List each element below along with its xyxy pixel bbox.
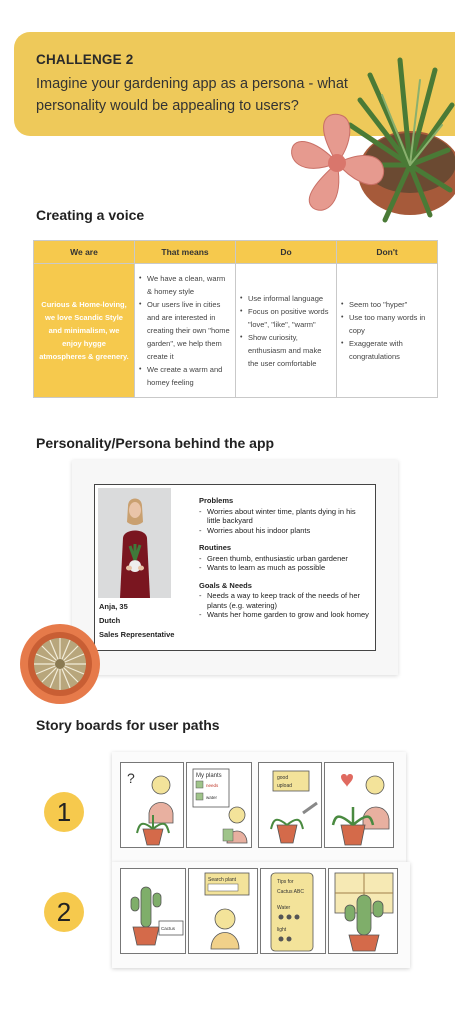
goals-group [199, 581, 371, 620]
challenge-text: Imagine your gardening app as a persona - what personality would be appealing to users? [36, 76, 348, 114]
persona-meta [99, 600, 174, 642]
path-2-number: 2 [44, 892, 84, 932]
sketch-needs: needs [206, 783, 219, 788]
voice-section-title: Creating a voice [36, 207, 145, 223]
list-item: • We create a warm and homey feeling [139, 363, 231, 389]
list-item: - Needs a way to keep track of the needs of her plants (e.g. watering) [199, 591, 371, 610]
storyboard-frame [120, 868, 186, 954]
storyboard-frame [120, 762, 184, 848]
header-do: Do [236, 241, 337, 264]
sketch-cactus: Cactus [161, 926, 176, 931]
list-item: • Focus on positive words "love", "like", "warm" [240, 305, 332, 331]
sketch-water-label: Water [277, 905, 291, 911]
storyboard-1 [112, 752, 406, 862]
sketch-water: water [206, 795, 218, 800]
list-item: - Wants to learn as much as possible [199, 563, 371, 573]
problems-group [199, 496, 371, 535]
header-dont: Don't [337, 241, 438, 264]
persona-photo [98, 488, 171, 598]
persona-job: Sales Representative [99, 630, 175, 639]
storyboard-frame [260, 868, 326, 954]
voice-table [33, 240, 438, 398]
routines-group [199, 543, 371, 573]
routines-title: Routines [199, 543, 232, 552]
storyboard-frame [186, 762, 252, 848]
list-item: - Worries about his indoor plants [199, 526, 371, 536]
list-item: • Use too many words in copy [341, 311, 433, 337]
sketch-tips-for: Tips for [277, 879, 294, 885]
we-are-cell: Curious & Home-loving, we love Scandic Style and minimalism, we enjoy hygge atmospheres & greenery. [34, 264, 135, 398]
storyboard-2 [112, 862, 410, 968]
sketch-my-plants: My plants [196, 773, 222, 779]
list-item: • Use informal language [240, 292, 332, 305]
sketch-search-plant: Search plant [208, 877, 237, 883]
pink-flower-illustration [285, 108, 390, 218]
path-1-number: 1 [44, 792, 84, 832]
challenge-label: CHALLENGE 2 [36, 52, 134, 67]
that-means-cell [135, 264, 236, 398]
storyboard-frame [188, 868, 258, 954]
list-item: - Wants her home garden to grow and look homey [199, 610, 371, 620]
list-item: • Show curiosity, enthusiasm and make the user comfortable [240, 331, 332, 370]
sketch-upload: upload [277, 783, 293, 789]
storyboard-frame [258, 762, 322, 848]
storyboards-section-title: Story boards for user paths [36, 717, 220, 733]
cactus-pot-illustration [18, 622, 102, 706]
dont-cell [337, 264, 438, 398]
list-item: • Exaggerate with congratulations [341, 337, 433, 363]
header-that-means: That means [135, 241, 236, 264]
storyboard-frame [324, 762, 394, 848]
goals-title: Goals & Needs [199, 580, 252, 590]
problems-title: Problems [199, 496, 234, 505]
list-item: - Worries about winter time, plants dying in his little backyard [199, 507, 371, 526]
sketch-light: light [277, 927, 287, 933]
list-item: • Seem too "hyper" [341, 298, 433, 311]
persona-details [199, 496, 371, 628]
storyboard-frame [328, 868, 398, 954]
sketch-cactus-abc: Cactus ABC [277, 889, 304, 895]
persona-nationality: Dutch [99, 616, 121, 625]
persona-name: Anja, 35 [99, 602, 128, 611]
list-item: • We have a clean, warm & homey style [139, 272, 231, 298]
svg-text:?: ? [127, 770, 135, 786]
header-we-are: We are [34, 241, 135, 264]
persona-section-title: Personality/Persona behind the app [36, 435, 275, 451]
do-cell [236, 264, 337, 398]
sketch-good: good [277, 775, 289, 781]
list-item: - Green thumb, enthusiastic urban gardener [199, 554, 371, 564]
list-item: • Our users live in cities and are interested in creating their own "home garden", we help them create it [139, 298, 231, 363]
